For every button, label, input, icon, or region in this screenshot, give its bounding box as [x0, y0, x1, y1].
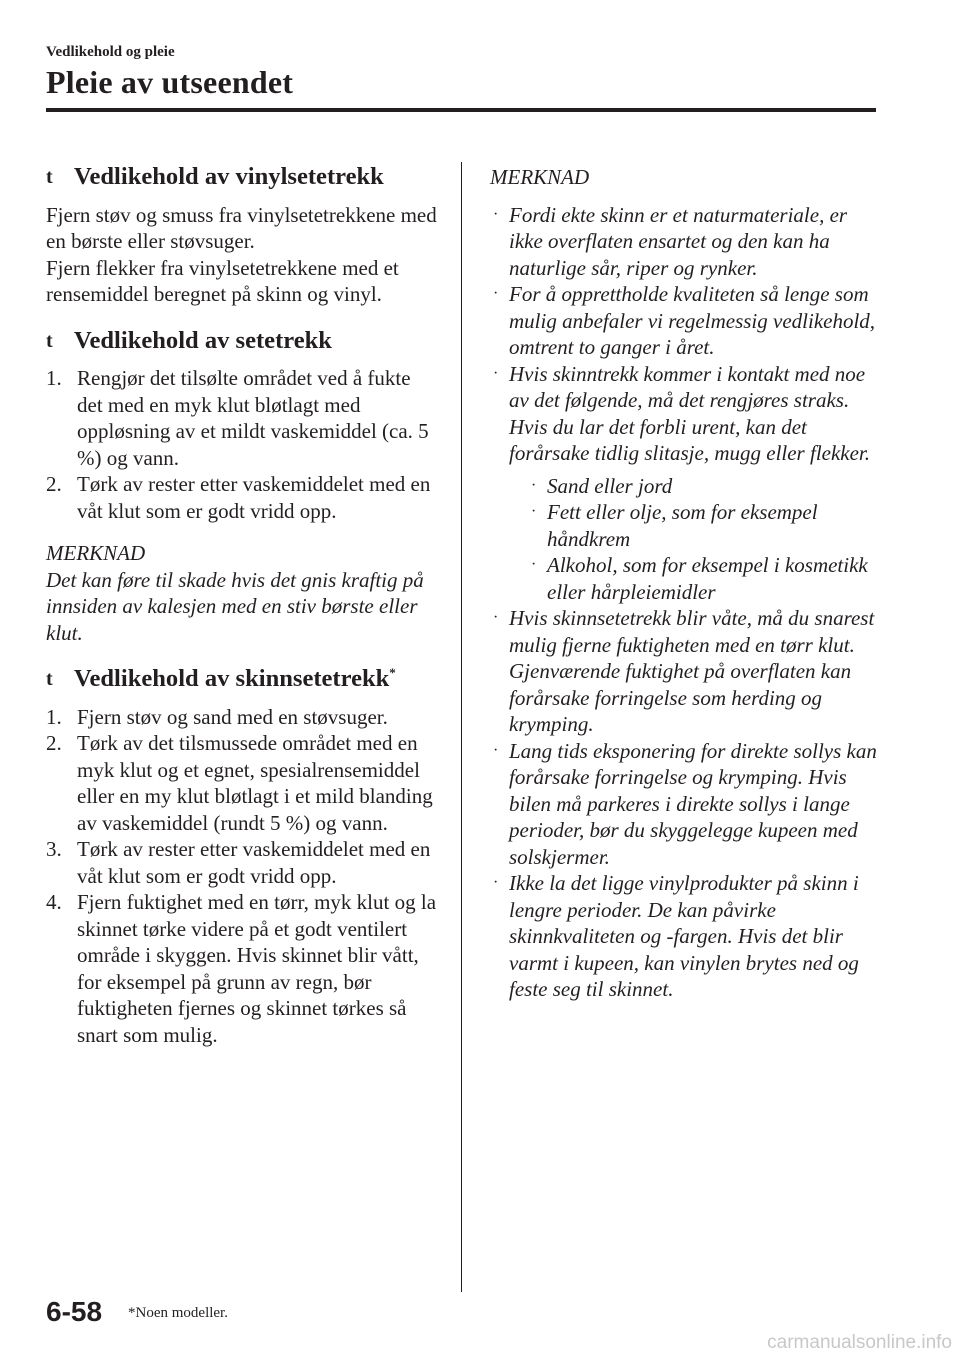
list-item [490, 202, 882, 282]
list-item [490, 605, 882, 738]
footnote-asterisk: * [389, 664, 396, 680]
steps-list [46, 365, 438, 524]
bullet-text: Hvis skinntrekk kommer i kontakt med noe av det følgende, må det rengjøres straks. [509, 361, 866, 412]
sub-bullet-text: Sand eller jord [547, 473, 673, 498]
bullet-dot-icon: · [493, 874, 499, 891]
step-number: 2. [46, 731, 62, 755]
bullet-dot-icon: · [493, 205, 499, 223]
step-number: 1. [46, 704, 62, 729]
list-item [46, 889, 438, 1048]
bullet-dot-icon: · [531, 556, 537, 573]
section-marker-icon: t [46, 166, 53, 188]
section-marker-icon: t [46, 668, 53, 690]
sub-bullet-text: Fett eller olje, som for eksempel håndkrem [547, 500, 818, 551]
heading-leather-seat-covers [46, 666, 438, 693]
bullet-text-extra: Hvis du lar det forbli urent, kan det forårsake tidlig slitasje, mugg eller flekker. [509, 414, 871, 465]
bullet-dot-icon: · [531, 476, 537, 494]
list-item [46, 836, 438, 889]
list-item [46, 730, 438, 836]
list-item [490, 281, 882, 361]
bullet-text: Fordi ekte skinn er et naturmateriale, er ikke overflaten ensartet og den kan ha naturlige sår, riper og rynker. [509, 202, 848, 280]
heading-seat-covers [46, 328, 438, 355]
page-number: 6-58 [46, 1296, 103, 1327]
bullet-text: Lang tids eksponering for direkte sollys kan forårsake forringelse og krymping. Hvis bilen må parkeres i direkte sollys i lange perioder, bør du skyggelegge kupeen med solskjermer. [509, 738, 877, 869]
step-text: Fjern støv og sand med en støvsuger. [77, 704, 388, 729]
bullet-dot-icon: · [531, 503, 537, 520]
heading-vinyl-seat-covers [46, 164, 438, 191]
bullet-dot-icon: · [493, 609, 499, 626]
note-label: MERKNAD [46, 541, 146, 565]
step-text: Tørk av det tilsmussede området med en myk klut og et egnet, spesialrensemiddel eller en my klut bløtlagt i et mild blanding av vaskemiddel (rundt 5 %) og vann. [77, 731, 433, 835]
right-column [490, 164, 882, 1003]
paragraph: Fjern flekker fra vinylsetetrekkene med et rensemiddel beregnet på skinn og vinyl. [46, 255, 399, 306]
bullet-dot-icon: · [493, 364, 499, 382]
list-item [490, 738, 882, 871]
heading-text: Vedlikehold av setetrekk [74, 326, 332, 354]
section-marker-icon: t [46, 329, 53, 352]
step-number: 2. [46, 472, 62, 496]
note-bullets [490, 202, 882, 1003]
column-divider [461, 162, 462, 1292]
title-rule [46, 108, 876, 112]
list-item [509, 552, 882, 605]
heading-text: Vedlikehold av skinnsetetrekk [74, 665, 390, 692]
bullet-dot-icon: · [493, 741, 499, 759]
step-text: Fjern fuktighet med en tørr, myk klut og la skinnet tørke videre på et godt ventilert område i skyggen. Hvis skinnet blir vått, for eksempel på grunn av regn, bør fuktigheten fjernes og skinnet tørkes så snart som mulig. [77, 890, 437, 1047]
list-item [490, 361, 882, 606]
sub-bullets [509, 473, 882, 606]
step-number: 4. [46, 890, 62, 914]
list-item [509, 499, 882, 552]
steps-list [46, 704, 438, 1049]
bullet-dot-icon: · [493, 285, 499, 302]
list-item [46, 365, 438, 471]
watermark: carmanualsonline.info [767, 1332, 952, 1353]
list-item [509, 473, 882, 500]
step-text: Tørk av rester etter vaskemiddelet med en våt klut som er godt vridd opp. [77, 472, 431, 523]
footnote: *Noen modeller. [128, 1305, 228, 1321]
step-text: Tørk av rester etter vaskemiddelet med en våt klut som er godt vridd opp. [77, 837, 431, 888]
list-item [46, 471, 438, 524]
sub-bullet-text: Alkohol, som for eksempel i kosmetikk eller hårpleiemidler [547, 553, 868, 604]
note-label: MERKNAD [490, 165, 590, 189]
step-text: Rengjør det tilsølte området ved å fukte det med en myk klut bløtlagt med oppløsning av et mildt vaskemiddel (ca. 5 %) og vann. [77, 366, 429, 470]
list-item [46, 704, 438, 731]
left-column [46, 164, 438, 1048]
page-title: Pleie av utseendet [46, 64, 294, 100]
heading-text: Vedlikehold av vinylsetetrekk [74, 163, 384, 190]
bullet-text: Ikke la det ligge vinylprodukter på skinn i lengre perioder. De kan påvirke skinnkvaliteten og -fargen. Hvis det blir varmt i kupeen, kan vinylen brytes ned og feste seg til skinnet. [509, 871, 859, 1001]
note-text: Det kan føre til skade hvis det gnis kraftig på innsiden av kalesjen med en stiv børste eller klut. [46, 567, 424, 645]
section-label: Vedlikehold og pleie [46, 44, 175, 60]
paragraph: Fjern støv og smuss fra vinylsetetrekkene med en børste eller støvsuger. [46, 202, 437, 253]
step-number: 3. [46, 837, 62, 861]
bullet-text: For å opprettholde kvaliteten så lenge som mulig anbefaler vi regelmessig vedlikehold, omtrent to ganger i året. [509, 282, 876, 359]
list-item [490, 870, 882, 1003]
bullet-text: Hvis skinnsetetrekk blir våte, må du snarest mulig fjerne fuktigheten med en tørr klut. Gjenværende fuktighet på overflaten kan forårsake forringelse som herding og krymping. [509, 606, 875, 736]
step-number: 1. [46, 366, 62, 390]
